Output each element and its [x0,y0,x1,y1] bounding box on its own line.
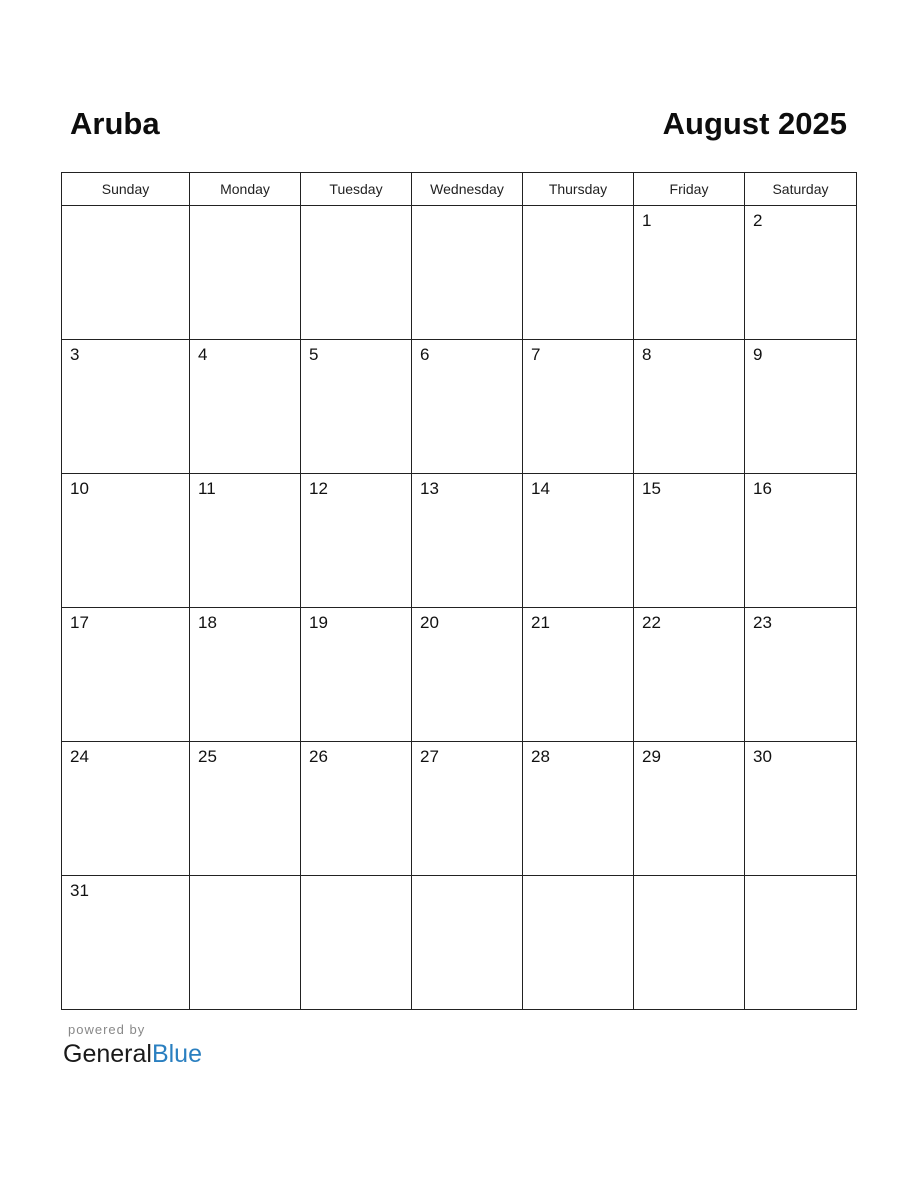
day-number: 10 [70,479,89,498]
day-cell [301,742,412,876]
day-number: 17 [70,613,89,632]
day-cell [190,742,301,876]
empty-day-cell [523,876,634,1010]
weekday-thursday: Thursday [523,173,634,206]
footer-branding [63,1022,263,1072]
day-cell [745,474,857,608]
day-cell [634,340,745,474]
day-cell [190,608,301,742]
day-number: 30 [753,747,772,766]
day-cell [523,742,634,876]
empty-day-cell [412,206,523,340]
day-cell [190,340,301,474]
day-cell [634,474,745,608]
weekday-wednesday: Wednesday [412,173,523,206]
day-number: 31 [70,881,89,900]
day-number: 22 [642,613,661,632]
day-number: 5 [309,345,319,364]
day-number: 8 [642,345,652,364]
empty-day-cell [412,876,523,1010]
month-year-title: August 2025 [662,106,847,141]
weekday-sunday: Sunday [62,173,190,206]
day-number: 6 [420,345,430,364]
day-cell [523,608,634,742]
day-cell [62,876,190,1010]
day-cell [301,340,412,474]
day-number: 28 [531,747,550,766]
day-cell [634,742,745,876]
calendar-header [61,100,857,150]
day-cell [190,474,301,608]
day-number: 1 [642,211,652,230]
day-number: 16 [753,479,772,498]
calendar-grid [61,172,857,1010]
day-number: 15 [642,479,661,498]
day-number: 21 [531,613,550,632]
day-cell [412,474,523,608]
calendar-body [62,206,857,1010]
week-row [62,876,857,1010]
day-cell [62,340,190,474]
day-number: 18 [198,613,217,632]
weekday-friday: Friday [634,173,745,206]
day-number: 11 [198,479,216,498]
day-number: 19 [309,613,328,632]
day-number: 23 [753,613,772,632]
day-number: 20 [420,613,439,632]
empty-day-cell [62,206,190,340]
day-number: 29 [642,747,661,766]
day-cell [634,206,745,340]
day-cell [745,340,857,474]
day-cell [523,474,634,608]
day-cell [412,608,523,742]
day-number: 9 [753,345,763,364]
day-cell [745,206,857,340]
day-number: 3 [70,345,80,364]
day-cell [745,742,857,876]
empty-day-cell [190,206,301,340]
day-cell [412,742,523,876]
week-row [62,474,857,608]
week-row [62,742,857,876]
day-cell [523,340,634,474]
day-number: 12 [309,479,328,498]
day-cell [62,474,190,608]
brand-general-text: General [63,1040,152,1068]
empty-day-cell [190,876,301,1010]
day-number: 24 [70,747,89,766]
country-title: Aruba [70,106,160,141]
day-number: 13 [420,479,439,498]
powered-by-text: powered by [68,1022,146,1037]
day-number: 2 [753,211,763,230]
day-number: 25 [198,747,217,766]
empty-day-cell [745,876,857,1010]
day-cell [301,608,412,742]
empty-day-cell [301,876,412,1010]
day-number: 14 [531,479,550,498]
empty-day-cell [301,206,412,340]
day-cell [62,742,190,876]
weekday-saturday: Saturday [745,173,857,206]
weekday-tuesday: Tuesday [301,173,412,206]
day-cell [634,608,745,742]
day-number: 4 [198,345,208,364]
weekday-header-row [62,173,857,206]
day-number: 7 [531,345,541,364]
weekday-monday: Monday [190,173,301,206]
day-number: 26 [309,747,328,766]
empty-day-cell [523,206,634,340]
day-number: 27 [420,747,439,766]
week-row [62,206,857,340]
empty-day-cell [634,876,745,1010]
day-cell [301,474,412,608]
week-row [62,608,857,742]
day-cell [62,608,190,742]
day-cell [745,608,857,742]
brand-blue-text: Blue [151,1040,202,1068]
week-row [62,340,857,474]
day-cell [412,340,523,474]
generalblue-logo[interactable] [63,1040,202,1069]
